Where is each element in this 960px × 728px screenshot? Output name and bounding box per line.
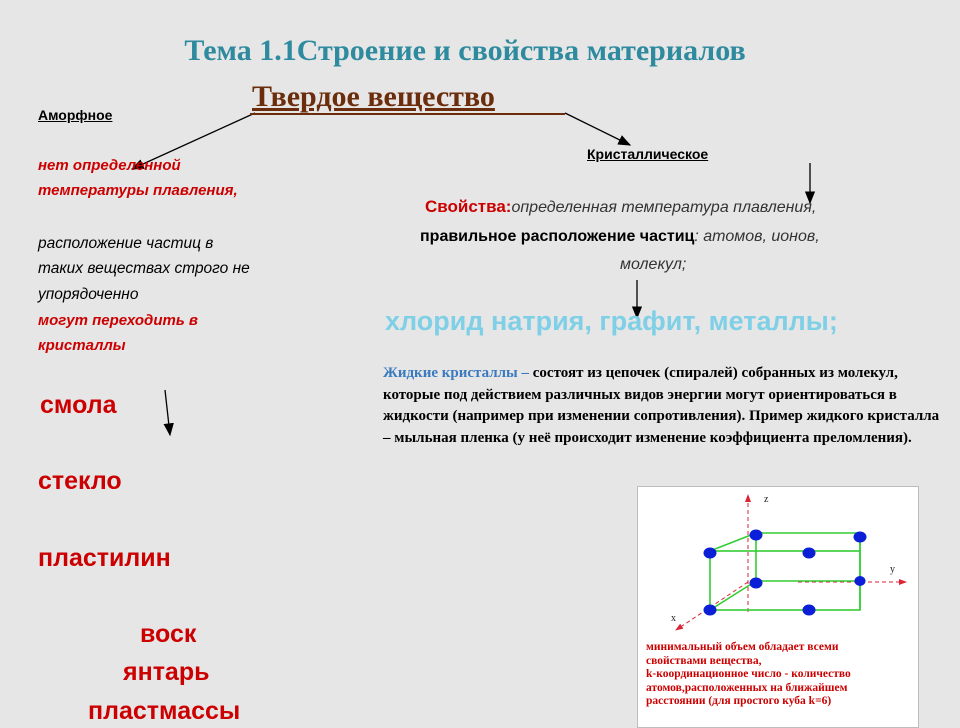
amorphous-transition-line1: могут переходить в: [38, 312, 198, 329]
cube-caption-line1: минимальный объем обладает всеми: [646, 641, 839, 653]
properties-arrangement-rest: : атомов, ионов,: [694, 228, 820, 245]
atom: [704, 548, 717, 559]
liquid-crystals-text: состоят из цепочек (спиралей) собранных из молекул, которые под действием различных видов энергии могут ориентироваться в жидкости (например при изменении сопротивления). Пример жидкого кристалла – мыльная пленка (у неё происходит изменение коэффициента преломления).: [383, 365, 940, 446]
cube-lattice-figure: [637, 486, 919, 728]
liquid-crystals-heading: Жидкие кристаллы –: [383, 365, 530, 381]
crystalline-properties-line3: молекул;: [620, 256, 687, 273]
crystalline-heading: Кристаллическое: [587, 146, 709, 162]
cube-edges: [710, 533, 860, 610]
crystalline-properties-line1: [425, 197, 816, 217]
amorphous-no-melting-line2: температуры плавления,: [38, 182, 238, 199]
properties-label: Свойства:: [425, 197, 512, 216]
axis-x-label: x: [671, 613, 676, 624]
amorphous-example-wax: воск: [140, 620, 197, 648]
axis-y-label: y: [890, 564, 895, 575]
properties-arrangement-bold: правильное расположение частиц: [420, 228, 695, 245]
page-title: Тема 1.1Строение и свойства материалов: [184, 34, 746, 67]
atom: [750, 578, 763, 589]
amorphous-transition-line2: кристаллы: [38, 337, 126, 354]
properties-melting-text: определенная температура плавления,: [511, 199, 817, 216]
atom: [855, 576, 866, 586]
atom: [704, 605, 717, 616]
amorphous-arrangement-line1: расположение частиц в: [38, 235, 214, 252]
atom: [750, 530, 763, 541]
amorphous-example-glass: стекло: [38, 467, 122, 495]
cube-caption-line4: атомов,расположенных на ближайшем: [646, 681, 848, 694]
cube-caption-line3: k-координационное число - количество: [646, 668, 851, 680]
axis-z-label: z: [764, 494, 769, 505]
cube-caption-line5: расстоянии (для простого куба k=6): [646, 695, 832, 707]
arrow-to-crystalline: [565, 113, 630, 145]
amorphous-example-amber: янтарь: [123, 658, 210, 686]
amorphous-arrangement-line3: упорядоченно: [38, 286, 139, 303]
arrow-amorphous-examples: [165, 390, 170, 435]
atom: [803, 605, 816, 616]
amorphous-no-melting-line1: нет определенной: [38, 157, 181, 174]
page-subtitle: Твердое вещество: [252, 80, 495, 113]
crystalline-properties-line2: [420, 228, 820, 246]
amorphous-heading: Аморфное: [38, 107, 113, 123]
amorphous-example-resin: смола: [40, 391, 117, 419]
atom: [854, 532, 867, 543]
amorphous-arrangement-line2: таких веществах строго не: [38, 260, 250, 277]
atom: [803, 548, 816, 559]
cube-caption: [646, 641, 918, 709]
amorphous-example-plasticine: пластилин: [38, 544, 171, 572]
cube-atoms: [704, 530, 867, 616]
amorphous-example-plastics: пластмассы: [88, 697, 241, 725]
liquid-crystals-paragraph: [383, 363, 943, 449]
cube-caption-line2: свойствами вещества,: [646, 654, 762, 667]
crystalline-examples: хлорид натрия, графит, металлы;: [385, 306, 838, 336]
